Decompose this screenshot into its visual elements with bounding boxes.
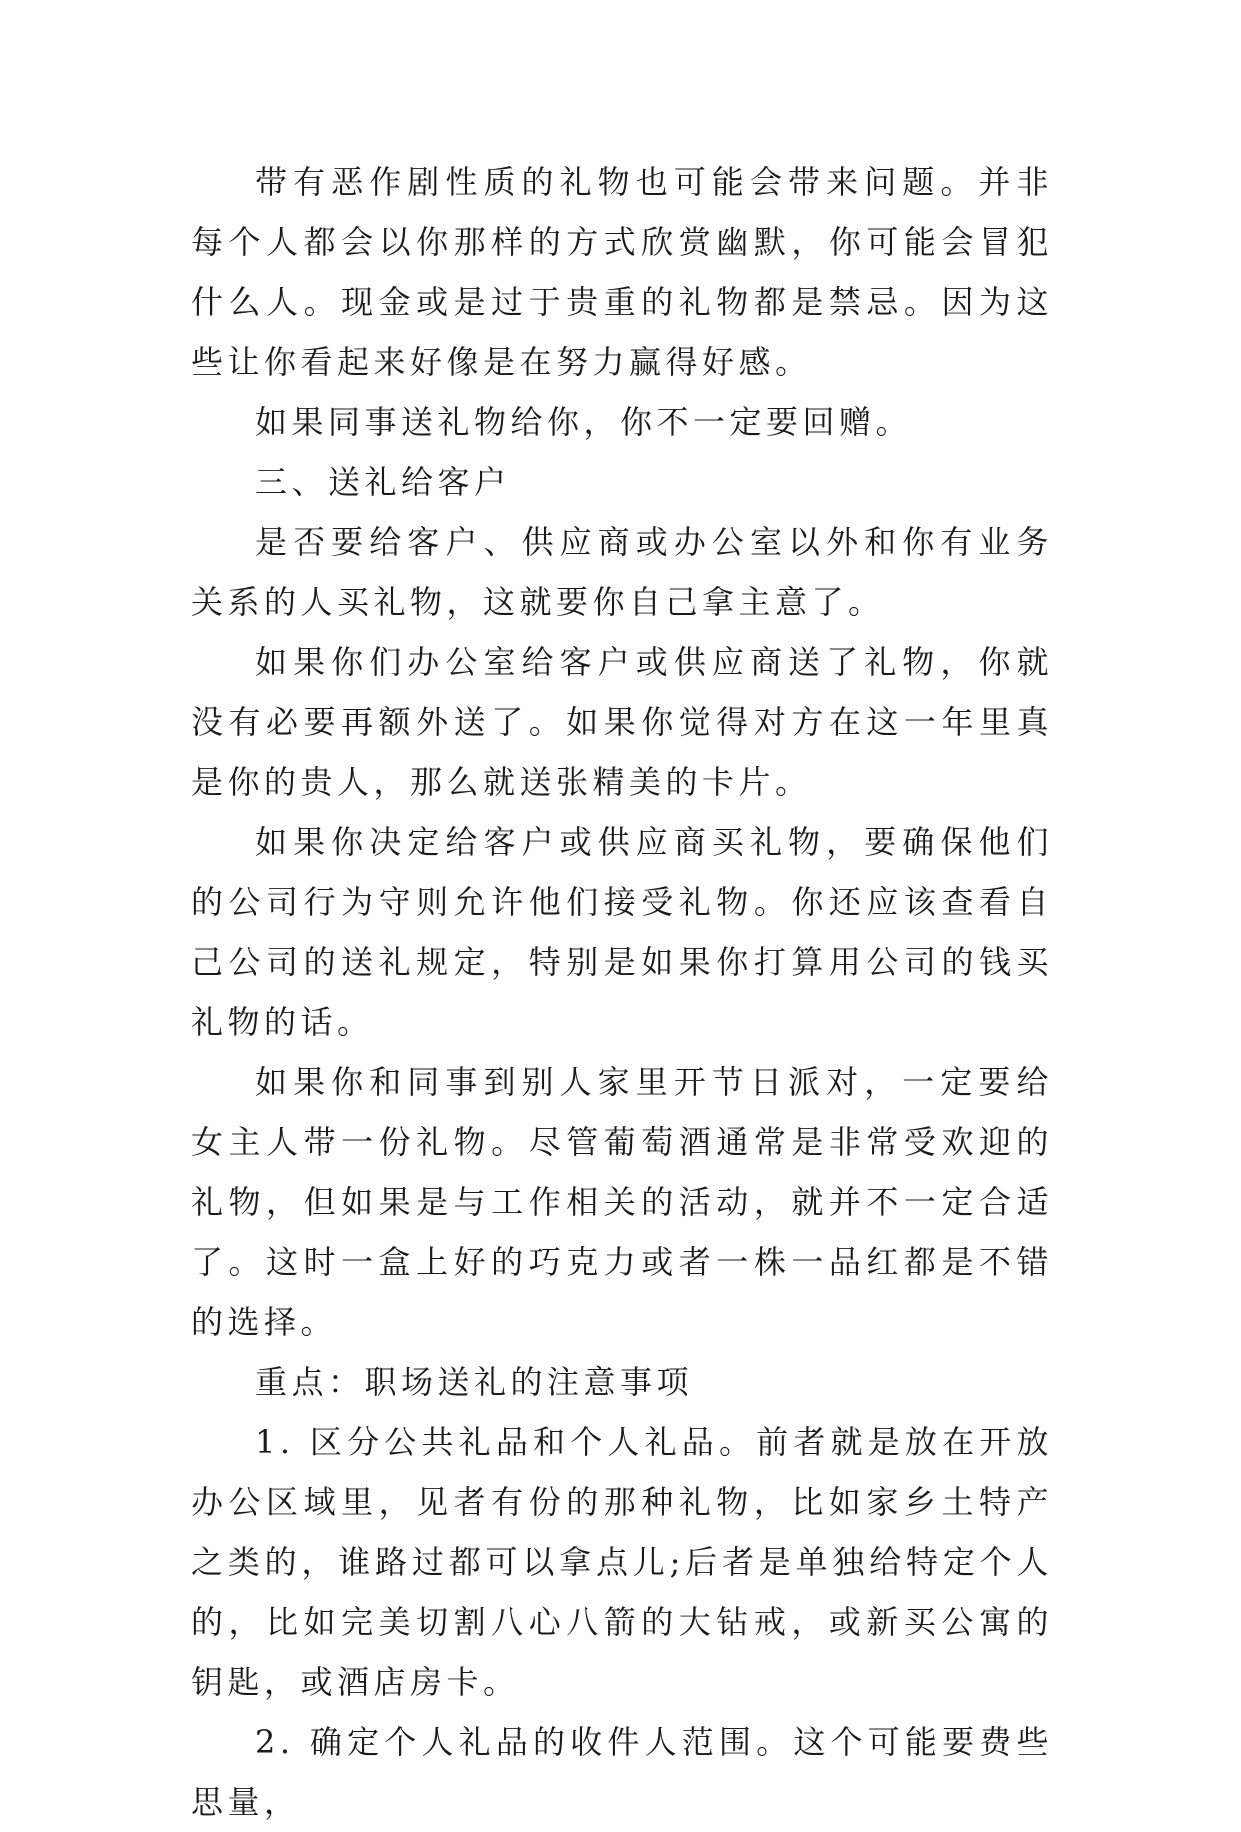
section-heading-key-points: 重点：职场送礼的注意事项 <box>255 1363 694 1401</box>
document-body <box>191 152 1053 1832</box>
paragraph-holiday-party-gift: 如果你和同事到别人家里开节日派对，一定要给女主人带一份礼物。尽管葡萄酒通常是非常受欢迎的礼物，但如果是与工作相关的活动，就并不一定合适了。这时一盒上好的巧克力或者一株一品红都是不错的选择。 <box>191 1063 1053 1341</box>
paragraph-check-gift-policy: 如果你决定给客户或供应商买礼物，要确保他们的公司行为守则允许他们接受礼物。你还应该查看自己公司的送礼规定，特别是如果你打算用公司的钱买礼物的话。 <box>191 823 1053 1041</box>
section-heading-gifts-to-clients: 三、送礼给客户 <box>255 463 511 501</box>
paragraph-office-already-sent: 如果你们办公室给客户或供应商送了礼物，你就没有必要再额外送了。如果你觉得对方在这一年里真是你的贵人，那么就送张精美的卡片。 <box>191 643 1053 801</box>
paragraph-no-need-to-reciprocate: 如果同事送礼物给你，你不一定要回赠。 <box>255 403 913 441</box>
list-item-2-recipient-scope: 2. 确定个人礼品的收件人范围。这个可能要费些思量， <box>191 1723 1053 1821</box>
list-item-1-public-vs-personal: 1. 区分公共礼品和个人礼品。前者就是放在开放办公区域里，见者有份的那种礼物，比如家乡土特产之类的，谁路过都可以拿点儿;后者是单独给特定个人的，比如完美切割八心八箭的大钻戒，或新买公寓的钥匙，或酒店房卡。 <box>191 1423 1053 1701</box>
paragraph-decide-client-gifts: 是否要给客户、供应商或办公室以外和你有业务关系的人买礼物，这就要你自己拿主意了。 <box>191 523 1053 621</box>
paragraph-prank-gifts: 带有恶作剧性质的礼物也可能会带来问题。并非每个人都会以你那样的方式欣赏幽默，你可能会冒犯什么人。现金或是过于贵重的礼物都是禁忌。因为这些让你看起来好像是在努力赢得好感。 <box>191 163 1053 381</box>
